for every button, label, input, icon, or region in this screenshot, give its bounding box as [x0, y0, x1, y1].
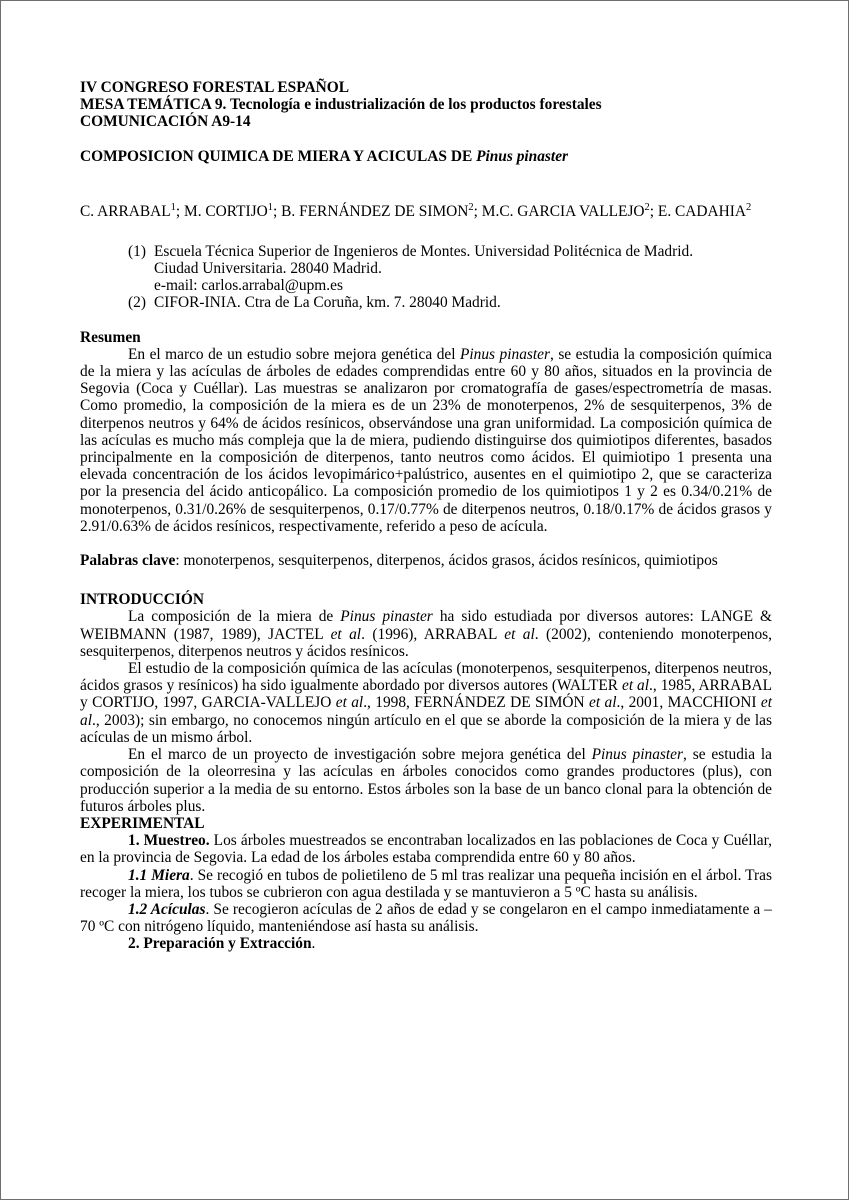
keywords-text: : monoterpenos, sesquiterpenos, diterpenos, ácidos grasos, ácidos resínicos, quimiotipos [175, 552, 718, 570]
intro-text: La composición de la miera de [128, 608, 341, 626]
introduction-heading: INTRODUCCIÓN [80, 591, 204, 609]
et-al: et al [335, 694, 364, 712]
experimental-heading: EXPERIMENTAL [80, 814, 205, 832]
intro-text: , se estudia la composición de la oleorresina y las acículas en árboles conocidos como grandes productores (plus), con producción superior a la media de su entorno. Estos árboles son la base de un banco clonal para la obtención de futuros árboles plus. [80, 746, 773, 815]
species-name: Pinus pinaster [591, 746, 684, 764]
author-name: E. CADAHIA [657, 202, 746, 220]
affiliation-item [80, 294, 772, 311]
section-miera [80, 867, 772, 901]
title-species: Pinus pinaster [476, 147, 569, 165]
intro-text: . (1996), ARRABAL [361, 625, 505, 643]
affiliation-item [80, 243, 772, 295]
affiliation-number: (2) [128, 294, 146, 312]
et-al: et al [621, 677, 650, 695]
author [281, 203, 482, 220]
et-al: et al [589, 694, 617, 712]
intro-text: En el marco de un proyecto de investigación sobre mejora genética del [128, 746, 592, 764]
intro-paragraph-3 [80, 746, 772, 815]
page-content [80, 79, 772, 953]
section-text: . Se recogió en tubos de polietileno de 5 ml tras realizar una pequeña incisión en el árbol. Tras recoger la miera, los tubos se cubrieron con agua destilada y se mantuvieron a 5 ºC hasta su análisis. [80, 866, 772, 901]
intro-paragraph-2 [80, 660, 772, 746]
author-affiliation-mark: 2 [644, 201, 650, 213]
author-separator: ; [473, 202, 482, 220]
author-separator: ; [175, 202, 185, 220]
subsection-label: 1.1 Miera [128, 866, 190, 884]
et-al: et al [330, 625, 362, 643]
subsection-label: 1.2 Acículas [128, 900, 206, 918]
section-text: Los árboles muestreados se encontraban localizados en las poblaciones de Coca y Cuéllar, en la provincia de Segovia. La edad de los árboles estaba comprendida entre 60 y 80 años. [80, 832, 772, 867]
author-affiliation-mark: 1 [267, 201, 274, 213]
species-name: Pinus pinaster [459, 345, 550, 363]
author [184, 203, 281, 220]
subsection-label: 1. Muestreo. [128, 832, 210, 850]
author-affiliation-mark: 1 [170, 201, 176, 213]
affiliation-email: e-mail: carlos.arrabal@upm.es [154, 277, 343, 295]
author-name: C. ARRABAL [80, 202, 171, 220]
affiliation-line: Escuela Técnica Superior de Ingenieros de Montes. Universidad Politécnica de Madrid. [154, 242, 694, 260]
et-al: et al [80, 694, 772, 729]
abstract-paragraph [80, 346, 772, 535]
intro-text: ., 2003); sin embargo, no conocemos ningún artículo en el que se aborde la composición de la miera y de las acículas de un mismo árbol. [80, 711, 772, 746]
author-separator: ; [273, 202, 282, 220]
abstract-text: , se estudia la composición química de la miera y las acículas de árboles de edades comprendidas entre 60 y 80 años, situados en la provincia de Segovia (Coca y Cuéllar). Las muestras se analizaron por cromatografía de gases/espectrometría de masas. Como promedio, la composición de la miera es de un 23% de monoterpenos, 2% de sesquiterpenos, 3% de diterpenos neutros y 64% de ácidos resínicos, observándose una gran uniformidad. La composición química de las acículas es mucho más compleja que la de miera, pudiendo distinguirse dos quimiotipos diferentes, basados principalmente en la composición de diterpenos, tanto neutros como ácidos. El quimiotipo 1 presenta una elevada concentración de los ácidos levopimárico+palústrico, ausentes en el quimiotipo 2, que se caracteriza por la presencia del ácido anticopálico. La composición promedio de los quimiotipos 1 y 2 es 0.34/0.21% de monoterpenos, 0.31/0.26% de sesquiterpenos, 0.17/0.77% de diterpenos neutros, 0.18/0.17% de ácidos grasos y 2.91/0.63% de ácidos resínicos, respectivamente, referido a peso de acícula. [80, 345, 772, 535]
et-al: et al [504, 625, 535, 643]
author-name: M.C. GARCIA VALLEJO [481, 202, 645, 220]
congress-title: IV CONGRESO FORESTAL ESPAÑOL [80, 79, 349, 96]
intro-text: . (2002), conteniendo monoterpenos, sesquiterpenos, diterpenos neutros y ácidos resínicos. [80, 625, 773, 660]
section-text: . [311, 935, 316, 953]
intro-text: ha sido estudiada por diversos autores: LANGE & WEIBMANN (1987, 1989), JACTEL [80, 608, 772, 643]
title-text: COMPOSICION QUIMICA DE MIERA Y ACICULAS DE [80, 147, 477, 165]
author-affiliation-mark: 2 [745, 201, 752, 213]
communication-id: COMUNICACIÓN A9-14 [80, 113, 251, 131]
author-separator: ; [649, 202, 658, 220]
author [658, 203, 751, 220]
section-muestreo [80, 832, 772, 866]
subsection-label: 2. Preparación y Extracción [128, 935, 312, 953]
keywords-label: Palabras clave [80, 552, 176, 570]
abstract-text: En el marco de un estudio sobre mejora genética del [128, 345, 460, 363]
species-name: Pinus pinaster [340, 608, 433, 626]
keywords [80, 552, 772, 569]
abstract-heading: Resumen [80, 328, 141, 346]
affiliation-line: Ciudad Universitaria. 28040 Madrid. [154, 260, 382, 278]
author [80, 203, 184, 220]
author-name: M. CORTIJO [184, 202, 268, 220]
intro-paragraph-1 [80, 608, 772, 660]
affiliation-number: (1) [128, 242, 146, 260]
intro-text: ., 1985, ARRABAL y CORTIJO, 1997, GARCIA-VALLEJO [80, 677, 772, 712]
intro-text: ., 2001, MACCHIONI [616, 694, 761, 712]
author-affiliation-mark: 2 [468, 201, 474, 213]
intro-text: ., 1998, FERNÁNDEZ DE SIMÓN [363, 694, 590, 712]
author-name: B. FERNÁNDEZ DE SIMON [281, 202, 469, 220]
section-preparacion [80, 935, 772, 952]
intro-text: El estudio de la composición química de las acículas (monoterpenos, sesquiterpenos, diterpenos neutros, ácidos grasos y resínicos) ha sido igualmente abordado por diversos autores (WALTER [80, 660, 772, 695]
section-text: . Se recogieron acículas de 2 años de edad y se congelaron en el campo inmediatamente a –70 ºC con nitrógeno líquido, manteniéndose así hasta su análisis. [80, 900, 772, 936]
affiliation-line: CIFOR-INIA. Ctra de La Coruña, km. 7. 28040 Madrid. [154, 294, 501, 312]
affiliation-list [80, 243, 772, 312]
author [482, 203, 658, 220]
paper-title [80, 148, 772, 165]
author-list [80, 201, 772, 223]
session-title: MESA TEMÁTICA 9. Tecnología e industrialización de los productos forestales [80, 96, 602, 114]
section-aciculas [80, 901, 772, 935]
